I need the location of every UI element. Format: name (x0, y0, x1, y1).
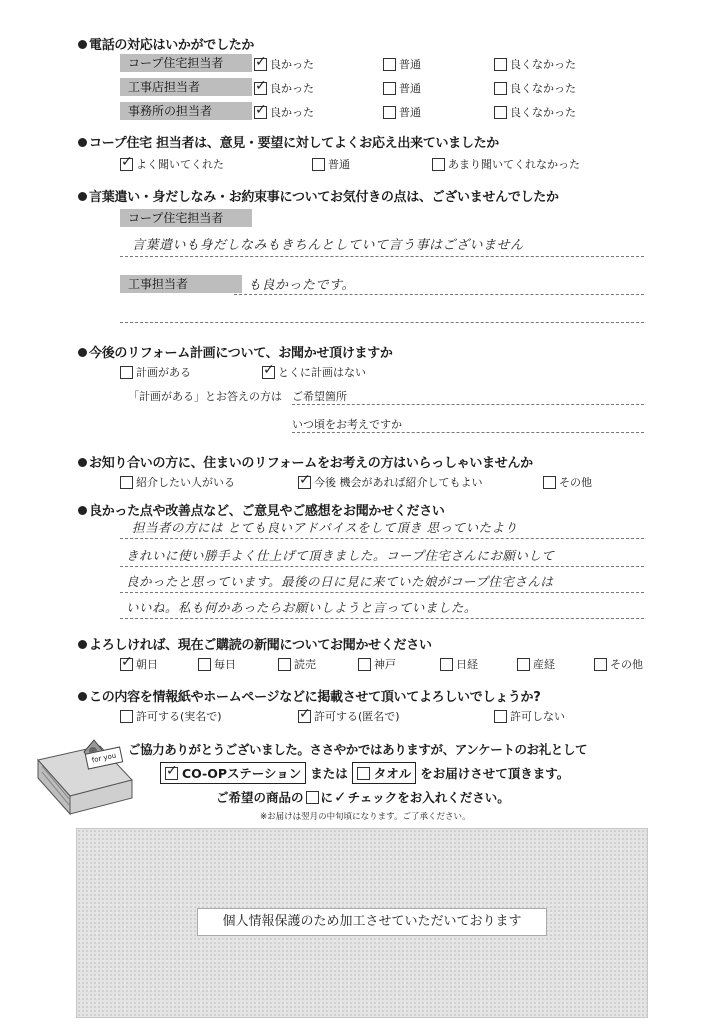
q6-title-text: 良かった点や改善点など、ご意見やご感想をお聞かせください (89, 504, 445, 519)
option-label: 今後 機会があれば紹介してもよい (314, 476, 483, 489)
option-label: 許可する(実名で) (136, 710, 222, 723)
option-label: 朝日 (136, 658, 158, 671)
q6-line4 (120, 618, 644, 619)
q5-opt-other[interactable] (543, 474, 592, 490)
option-label: 良くなかった (510, 82, 576, 95)
option-label: 計画がある (136, 366, 191, 379)
option-label: 良かった (270, 82, 314, 95)
q6-title (78, 500, 445, 519)
q5-title-text: お知り合いの方に、住まいのリフォームをお考えの方はいらっしゃいませんか (89, 456, 533, 471)
q2-opt-bad[interactable] (432, 156, 580, 172)
q5-opt-future[interactable] (298, 474, 483, 490)
q3-line1 (120, 256, 644, 257)
q1-title (78, 34, 254, 53)
q1-row1-opt-bad[interactable] (494, 56, 576, 72)
q3-line3 (120, 322, 644, 323)
option-label: 普通 (328, 158, 350, 171)
q6-line2 (120, 566, 644, 567)
q8-opt-deny[interactable] (494, 708, 565, 724)
q6-comment-line4: いいね。私も何かあったらお願いしようと言っていました。 (126, 600, 477, 615)
thanks-line3-a: ご希望の商品の (216, 790, 304, 805)
q4-line2 (292, 432, 644, 433)
option-label: 普通 (399, 82, 421, 95)
checkbox[interactable] (357, 767, 370, 780)
q7-opt-nikkei[interactable] (440, 656, 478, 672)
bullet-icon (78, 506, 87, 515)
q1-row3-opt-good[interactable] (254, 104, 314, 120)
thanks-line3-c: チェックをお入れください。 (347, 790, 510, 805)
q1-title-text: 電話の対応はいかがでしたか (89, 38, 255, 53)
q3-title (78, 186, 559, 205)
thanks-line1: ご協力ありがとうございました。ささやかではありますが、アンケートのお礼として (128, 742, 588, 757)
q3-title-text: 言葉遣い・身だしなみ・お約束事についてお気付きの点は、ございませんでしたか (89, 190, 559, 205)
checkbox[interactable] (358, 658, 371, 671)
q4-sub2: ご希望箇所 (292, 390, 347, 403)
option-label: その他 (559, 476, 592, 489)
option-label: 良くなかった (510, 58, 576, 71)
q6-line3 (120, 592, 644, 593)
q7-opt-yomiuri[interactable] (278, 656, 316, 672)
checkbox[interactable] (432, 158, 445, 171)
q6-line1 (120, 538, 644, 539)
checkbox[interactable] (494, 82, 507, 95)
q4-title-text: 今後のリフォーム計画について、お聞かせ頂けますか (89, 346, 393, 361)
q8-opt-realname[interactable] (120, 708, 222, 724)
q6-comment-line2: きれいに使い勝手よく仕上げて頂きました。コープ住宅さんにお願いして (126, 548, 555, 563)
bullet-icon (78, 640, 87, 649)
bullet-icon (78, 40, 87, 49)
option-label: とくに計画はない (278, 366, 366, 379)
option-label: 良かった (270, 106, 314, 119)
checkmark-icon: ✓ (334, 788, 347, 806)
gift-book-illustration (32, 732, 136, 820)
q4-title (78, 342, 393, 361)
q6-comment-line3: 良かったと思っています。最後の日に見に来ていた娘がコープ住宅さんは (126, 574, 554, 589)
q4-sub1: 「計画がある」とお答えの方は (128, 390, 282, 403)
gift-option-towel[interactable] (352, 762, 417, 784)
q1-row2-opt-normal[interactable] (383, 80, 421, 96)
q4-line1 (292, 404, 644, 405)
checkbox[interactable] (298, 476, 311, 489)
bullet-icon (78, 692, 87, 701)
thanks-line2 (160, 762, 569, 784)
option-label: その他 (610, 658, 643, 671)
q2-opt-normal[interactable] (312, 156, 350, 172)
checkbox[interactable] (120, 476, 133, 489)
q7-title (78, 634, 432, 653)
checkbox[interactable] (254, 58, 267, 71)
q1-row1-label: コープ住宅担当者 (120, 54, 252, 72)
checkbox[interactable] (517, 658, 530, 671)
q3-label-coop: コープ住宅担当者 (120, 209, 252, 227)
checkbox[interactable] (120, 710, 133, 723)
checkbox[interactable] (278, 658, 291, 671)
option-label: 普通 (399, 58, 421, 71)
q8-opt-anonymous[interactable] (298, 708, 400, 724)
thanks-or: または (310, 766, 348, 781)
privacy-notice: 個人情報保護のため加工させていただいております (197, 908, 547, 936)
q7-opt-mainichi[interactable] (198, 656, 236, 672)
q2-title (78, 132, 499, 151)
option-label: 許可しない (510, 710, 565, 723)
q1-row1-opt-normal[interactable] (383, 56, 421, 72)
checkbox[interactable] (120, 658, 133, 671)
q1-row2-label: 工事店担当者 (120, 78, 252, 96)
checkbox[interactable] (383, 106, 396, 119)
q5-title (78, 452, 533, 471)
q1-row2-opt-bad[interactable] (494, 80, 576, 96)
q8-title (78, 686, 540, 705)
q1-row3-opt-normal[interactable] (383, 104, 421, 120)
q2-title-text: コープ住宅 担当者は、意見・要望に対してよくお応え出来ていましたか (89, 136, 499, 151)
sample-checkbox-icon (306, 791, 319, 804)
q7-opt-asahi[interactable] (120, 656, 158, 672)
checkbox[interactable] (494, 58, 507, 71)
option-label: 読売 (294, 658, 316, 671)
gift-option-towel-label: タオル (373, 766, 412, 781)
option-label: あまり聞いてくれなかった (448, 158, 580, 171)
checkbox[interactable] (494, 710, 507, 723)
checkbox[interactable] (165, 767, 178, 780)
checkbox[interactable] (262, 366, 275, 379)
option-label: よく聞いてくれた (136, 158, 224, 171)
q6-comment-line1: 担当者の方には とても良いアドバイスをして頂き 思っていたより (132, 520, 518, 535)
q3-line2 (234, 294, 644, 295)
q7-opt-kobe[interactable] (358, 656, 396, 672)
option-label: 日経 (456, 658, 478, 671)
bullet-icon (78, 458, 87, 467)
option-label: 毎日 (214, 658, 236, 671)
gift-option-coop[interactable] (160, 762, 306, 784)
option-label: 良くなかった (510, 106, 576, 119)
q2-opt-good[interactable] (120, 156, 224, 172)
q1-row3-label: 事務所の担当者 (120, 102, 252, 120)
q7-opt-other[interactable] (594, 656, 643, 672)
book-icon (32, 732, 136, 820)
q5-opt-introduce[interactable] (120, 474, 235, 490)
option-label: 産経 (533, 658, 555, 671)
checkbox[interactable] (120, 366, 133, 379)
q1-row1-opt-good[interactable] (254, 56, 314, 72)
checkbox[interactable] (312, 158, 325, 171)
gift-tag: for you (85, 746, 124, 769)
bullet-icon (78, 348, 87, 357)
option-label: 紹介したい人がいる (136, 476, 235, 489)
option-label: 普通 (399, 106, 421, 119)
q7-opt-sankei[interactable] (517, 656, 555, 672)
gift-option-coop-label: CO-OPステーション (182, 766, 302, 781)
q3-comment1: 言葉遣いも身だしなみもきちんとしていて言う事はございません (132, 238, 524, 253)
option-label: 許可する(匿名で) (314, 710, 400, 723)
checkbox[interactable] (383, 82, 396, 95)
q1-row3-opt-bad[interactable] (494, 104, 576, 120)
q1-row2-opt-good[interactable] (254, 80, 314, 96)
thanks-note: ※お届けは翌月の中旬頃になります。ご了承ください。 (260, 812, 471, 822)
thanks-line3 (216, 788, 510, 806)
checkbox[interactable] (383, 58, 396, 71)
checkbox[interactable] (440, 658, 453, 671)
q3-label-construction: 工事担当者 (120, 275, 242, 293)
q4-sub3: いつ頃をお考えですか (292, 418, 402, 431)
checkbox[interactable] (254, 82, 267, 95)
checkbox[interactable] (494, 106, 507, 119)
option-label: 神戸 (374, 658, 396, 671)
thanks-tail: をお届けさせて頂きます。 (420, 766, 570, 781)
checkbox[interactable] (198, 658, 211, 671)
bullet-icon (78, 138, 87, 147)
q7-title-text: よろしければ、現在ご購読の新聞についてお聞かせください (89, 638, 432, 653)
option-label: 良かった (270, 58, 314, 71)
checkbox[interactable] (594, 658, 607, 671)
checkbox[interactable] (254, 106, 267, 119)
q8-title-text: この内容を情報紙やホームページなどに掲載させて頂いてよろしいでしょうか? (89, 690, 541, 705)
q4-opt-noplan[interactable] (262, 364, 366, 380)
q4-opt-plan[interactable] (120, 364, 191, 380)
checkbox[interactable] (298, 710, 311, 723)
thanks-line3-b: に (320, 790, 334, 805)
checkbox[interactable] (120, 158, 133, 171)
checkbox[interactable] (543, 476, 556, 489)
q3-comment2: も良かったです。 (248, 278, 355, 293)
bullet-icon (78, 192, 87, 201)
